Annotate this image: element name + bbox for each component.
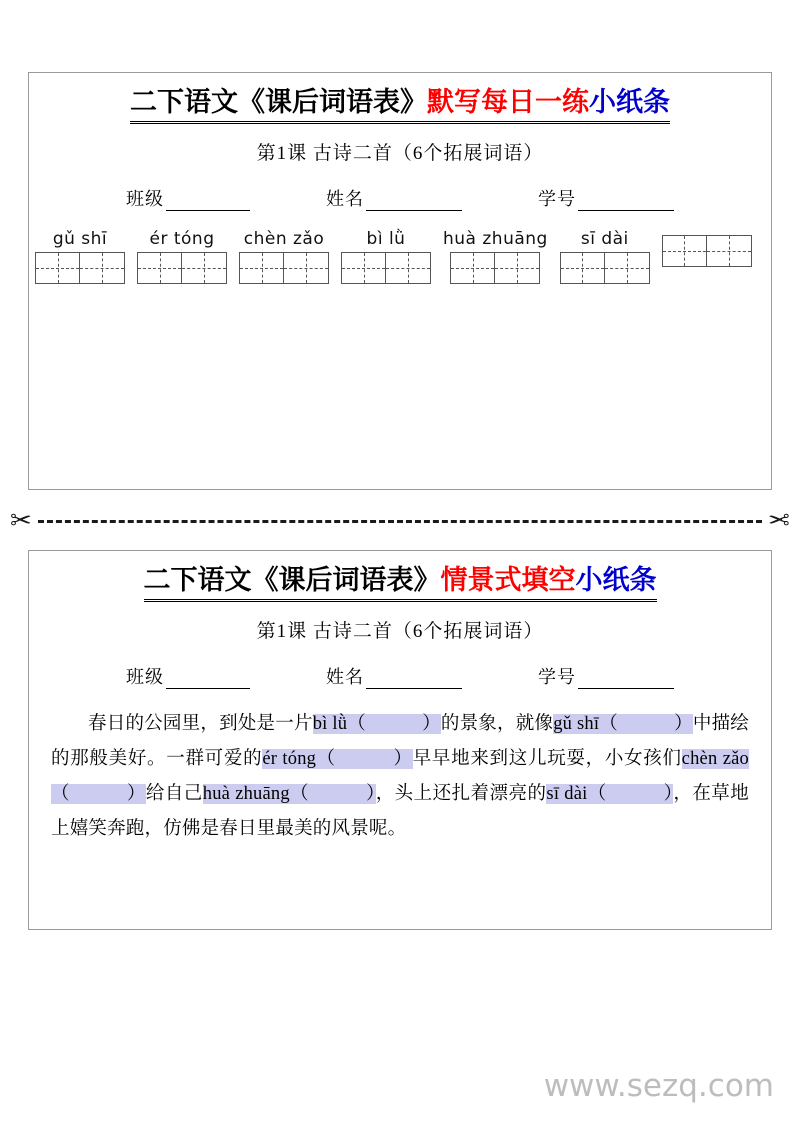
word-pinyin: sī dài xyxy=(580,229,629,250)
tianzige-cell[interactable] xyxy=(386,252,431,284)
tianzige-cell[interactable] xyxy=(80,252,125,284)
field-class-input[interactable] xyxy=(166,210,250,211)
word-unit xyxy=(341,231,431,284)
paragraph-text: 春日的公园里，到处是一片 xyxy=(88,714,313,735)
tianzige-box[interactable] xyxy=(662,235,752,267)
word-pinyin: bì lǜ xyxy=(366,229,406,250)
dictation-title-wrap xyxy=(29,87,771,124)
fill-title-part-2: 情景式填空 xyxy=(440,565,576,595)
blank-pinyin-hint: sī dài xyxy=(546,784,588,805)
answer-blank[interactable]: （ ） xyxy=(289,784,376,805)
answer-blank[interactable]: （ ） xyxy=(347,714,441,735)
fill-title xyxy=(144,565,657,602)
dictation-title-part-3: 小纸条 xyxy=(589,87,670,117)
word-unit xyxy=(662,231,752,284)
paragraph-text: ，在草地上嬉笑奔跑，仿佛是春日里最美的风景呢。 xyxy=(51,784,749,840)
answer-blank[interactable]: （ ） xyxy=(51,784,146,805)
scissors-icon: ✂ xyxy=(768,506,790,535)
word-unit xyxy=(137,231,227,284)
paragraph-text: 早早地来到这儿玩耍，小女孩们 xyxy=(412,749,682,770)
tianzige-cell[interactable] xyxy=(341,252,386,284)
tianzige-box[interactable] xyxy=(560,252,650,284)
dictation-panel xyxy=(28,72,772,490)
dictation-words-row xyxy=(29,231,771,284)
tianzige-box[interactable] xyxy=(239,252,329,284)
site-watermark: www.sezq.com xyxy=(543,1068,774,1104)
blank-pinyin-hint: bì lǜ xyxy=(312,714,348,735)
field-name xyxy=(326,663,462,689)
blank-pinyin-hint: gǔ shī xyxy=(553,714,600,735)
paragraph-text: ，头上还扎着漂亮的 xyxy=(375,784,547,805)
tianzige-cell[interactable] xyxy=(560,252,605,284)
tianzige-box[interactable] xyxy=(341,252,431,284)
field-studentid-label: 学号 xyxy=(538,189,576,210)
field-class-label: 班级 xyxy=(126,189,164,210)
dictation-title-part-1: 二下语文《课后词语表》 xyxy=(130,87,427,117)
field-studentid-label: 学号 xyxy=(538,667,576,688)
paragraph-text: 中描绘的那般美好。一群可爱的 xyxy=(51,714,749,770)
tianzige-cell[interactable] xyxy=(137,252,182,284)
tianzige-box[interactable] xyxy=(450,252,540,284)
tianzige-cell[interactable] xyxy=(605,252,650,284)
word-unit xyxy=(35,231,125,284)
dictation-subtitle: 第1课 古诗二首（6个拓展词语） xyxy=(256,143,544,165)
word-unit xyxy=(443,231,548,284)
blank-pinyin-hint: huà zhuāng xyxy=(202,784,290,805)
tianzige-cell[interactable] xyxy=(239,252,284,284)
field-class-label: 班级 xyxy=(126,667,164,688)
word-pinyin: huà zhuāng xyxy=(443,229,548,250)
tianzige-box[interactable] xyxy=(137,252,227,284)
blank-pinyin-hint: ér tóng xyxy=(262,749,317,770)
fill-in-blank-paragraph xyxy=(51,707,749,847)
cut-line xyxy=(10,504,790,538)
dictation-title xyxy=(130,87,670,124)
tianzige-cell[interactable] xyxy=(284,252,329,284)
fill-form-line xyxy=(29,663,771,689)
field-class-input[interactable] xyxy=(166,688,250,689)
word-pinyin: gǔ shī xyxy=(52,229,108,250)
paragraph-text: 给自己 xyxy=(145,784,203,805)
field-studentid xyxy=(538,663,674,689)
fill-in-blank-panel xyxy=(28,550,772,930)
tianzige-cell[interactable] xyxy=(450,252,495,284)
tianzige-cell[interactable] xyxy=(182,252,227,284)
dictation-title-part-2: 默写每日一练 xyxy=(427,87,589,117)
field-class xyxy=(126,663,250,689)
fill-title-wrap xyxy=(29,565,771,602)
answer-blank[interactable]: （ ） xyxy=(599,714,693,735)
tianzige-cell[interactable] xyxy=(35,252,80,284)
field-studentid-input[interactable] xyxy=(578,210,674,211)
fill-title-part-1: 二下语文《课后词语表》 xyxy=(143,565,441,595)
answer-blank[interactable]: （ ） xyxy=(587,784,674,805)
word-unit xyxy=(560,231,650,284)
word-pinyin: ér tóng xyxy=(149,229,215,250)
paragraph-text: 的景象，就像 xyxy=(440,714,554,735)
word-unit xyxy=(239,231,329,284)
field-name xyxy=(326,185,462,211)
tianzige-box[interactable] xyxy=(35,252,125,284)
dictation-form-line xyxy=(29,185,771,211)
field-studentid-input[interactable] xyxy=(578,688,674,689)
field-name-label: 姓名 xyxy=(326,667,364,688)
cut-line-dashes xyxy=(38,520,762,523)
answer-blank[interactable]: （ ） xyxy=(316,749,413,770)
blank-pinyin-hint: chèn zǎo xyxy=(681,749,750,770)
fill-title-part-3: 小纸条 xyxy=(575,565,657,595)
tianzige-cell[interactable] xyxy=(707,235,752,267)
fill-subtitle: 第1课 古诗二首（6个拓展词语） xyxy=(256,621,544,643)
tianzige-cell[interactable] xyxy=(662,235,707,267)
field-studentid xyxy=(538,185,674,211)
field-name-input[interactable] xyxy=(366,210,462,211)
field-class xyxy=(126,185,250,211)
word-pinyin: chèn zǎo xyxy=(243,229,325,250)
field-name-input[interactable] xyxy=(366,688,462,689)
scissors-icon: ✂ xyxy=(10,506,32,535)
tianzige-cell[interactable] xyxy=(495,252,540,284)
field-name-label: 姓名 xyxy=(326,189,364,210)
